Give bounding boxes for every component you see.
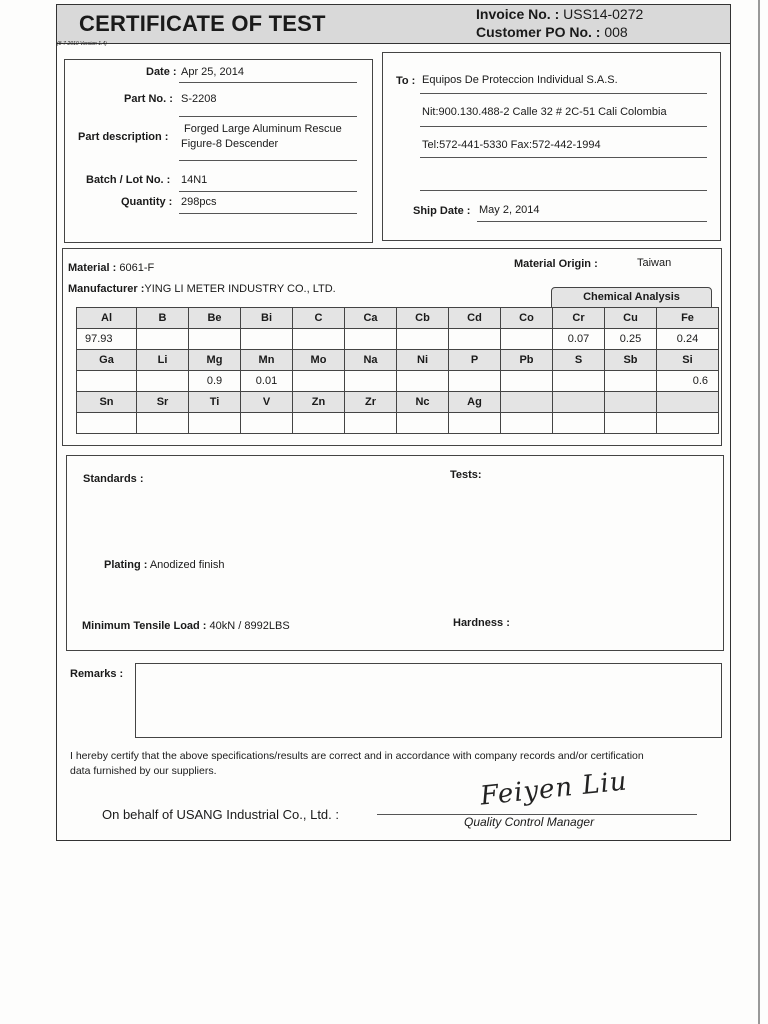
plating-value: Anodized finish (149, 559, 225, 571)
element-header: Ti (189, 392, 241, 413)
tensile-label: Minimum Tensile Load : (82, 620, 207, 632)
standards-label: Standards : (83, 473, 144, 485)
to-label: To : (396, 75, 416, 87)
element-value (241, 413, 293, 434)
element-value (657, 413, 719, 434)
element-header: C (293, 308, 345, 329)
table-row (77, 329, 719, 350)
element-value (501, 329, 553, 350)
element-value (189, 413, 241, 434)
hardness-label: Hardness : (453, 617, 510, 629)
material-value: 6061-F (119, 262, 155, 274)
date-value: Apr 25, 2014 (181, 66, 244, 78)
element-header: Cu (605, 308, 657, 329)
element-header: P (449, 350, 501, 371)
po-value: 008 (604, 24, 628, 40)
origin-label: Material Origin : (514, 258, 598, 270)
scan-edge (758, 0, 768, 1024)
batch-line (179, 191, 357, 192)
tests-label: Tests: (450, 469, 482, 481)
element-value (345, 329, 397, 350)
element-header: Li (137, 350, 189, 371)
element-header (605, 392, 657, 413)
table-row (77, 371, 719, 392)
element-header: Cb (397, 308, 449, 329)
element-header: Si (657, 350, 719, 371)
element-value (189, 329, 241, 350)
element-value (501, 413, 553, 434)
page-title: CERTIFICATE OF TEST (79, 11, 326, 36)
element-header: Pb (501, 350, 553, 371)
manufacturer-label: Manufacturer : (68, 283, 145, 295)
element-value (553, 371, 605, 392)
invoice-label: Invoice No. : (476, 6, 560, 22)
element-value (553, 413, 605, 434)
partno-line (179, 116, 357, 117)
element-header (501, 392, 553, 413)
element-value (345, 371, 397, 392)
plating-label: Plating : (104, 559, 148, 571)
material-label: Material : (68, 262, 117, 274)
invoice-block (476, 5, 706, 41)
element-value (293, 413, 345, 434)
version-note: (8-7-2010 Version 1.4) (57, 41, 107, 47)
element-value: 97.93 (77, 329, 137, 350)
element-value: 0.9 (189, 371, 241, 392)
to-line3: Tel:572-441-5330 Fax:572-442-1994 (422, 139, 601, 151)
element-value (241, 329, 293, 350)
to-line3-rule (420, 157, 707, 158)
manufacturer-field (68, 283, 336, 295)
part-info-box (64, 59, 373, 243)
element-header: Al (77, 308, 137, 329)
element-value (449, 329, 501, 350)
batch-value: 14N1 (181, 174, 208, 186)
ship-date-value: May 2, 2014 (479, 204, 540, 216)
element-header: Zn (293, 392, 345, 413)
date-line (179, 82, 357, 83)
table-row (77, 308, 719, 329)
element-value (397, 329, 449, 350)
to-line2: Nit:900.130.488-2 Calle 32 # 2C-51 Cali Colombia (422, 106, 667, 118)
qc-manager-label: Quality Control Manager (464, 815, 595, 829)
partno-value: S-2208 (181, 93, 217, 105)
element-value (345, 413, 397, 434)
material-field (68, 262, 154, 274)
element-header: Mo (293, 350, 345, 371)
desc-label: Part description : (78, 131, 169, 143)
element-value (137, 413, 189, 434)
to-line2-rule (420, 126, 707, 127)
element-value (449, 371, 501, 392)
tensile-value: 40kN / 8992LBS (209, 620, 290, 632)
po-label: Customer PO No. : (476, 24, 601, 40)
element-header: Ga (77, 350, 137, 371)
element-header: Ni (397, 350, 449, 371)
element-value: 0.07 (553, 329, 605, 350)
element-header: Na (345, 350, 397, 371)
desc-line2: Figure-8 Descender (181, 138, 279, 150)
element-value (605, 371, 657, 392)
behalf-text: On behalf of USANG Industrial Co., Ltd. : (102, 807, 340, 822)
manufacturer-value: YING LI METER INDUSTRY CO., LTD. (144, 283, 336, 295)
origin-value: Taiwan (637, 257, 672, 269)
element-header: Zr (345, 392, 397, 413)
statement-line1: I hereby certify that the above specifications/results are correct and in accordance with company records and/or certification (70, 750, 644, 762)
date-label: Date : (146, 66, 177, 78)
element-value (137, 371, 189, 392)
chemical-analysis-table (76, 307, 719, 434)
desc-line1: Forged Large Aluminum Rescue (184, 123, 342, 135)
desc-line (179, 160, 357, 161)
ship-date-line (477, 221, 707, 222)
signature: Feiyen Liu (478, 766, 629, 812)
to-line4-rule (420, 190, 707, 191)
plating-field (104, 559, 224, 571)
element-value (605, 413, 657, 434)
element-header (657, 392, 719, 413)
table-row (77, 350, 719, 371)
element-value: 0.24 (657, 329, 719, 350)
to-line1: Equipos De Proteccion Individual S.A.S. (422, 74, 618, 86)
element-header: Sr (137, 392, 189, 413)
partno-label: Part No. : (124, 93, 173, 105)
element-value (449, 413, 501, 434)
element-value (501, 371, 553, 392)
element-value: 0.01 (241, 371, 293, 392)
element-header: Fe (657, 308, 719, 329)
table-row (77, 413, 719, 434)
element-value (397, 413, 449, 434)
element-header: Cr (553, 308, 605, 329)
chemical-analysis-header: Chemical Analysis (551, 287, 712, 308)
element-value (397, 371, 449, 392)
element-header: Sn (77, 392, 137, 413)
element-header: Ca (345, 308, 397, 329)
element-header: S (553, 350, 605, 371)
element-value (137, 329, 189, 350)
remarks-label: Remarks : (70, 668, 124, 680)
batch-label: Batch / Lot No. : (86, 174, 171, 186)
element-header (553, 392, 605, 413)
to-line1-rule (420, 93, 707, 94)
ship-date-label: Ship Date : (413, 205, 471, 217)
element-value: 0.25 (605, 329, 657, 350)
element-header: Ag (449, 392, 501, 413)
element-value (293, 371, 345, 392)
element-header: Sb (605, 350, 657, 371)
element-header: V (241, 392, 293, 413)
element-value (77, 371, 137, 392)
element-header: B (137, 308, 189, 329)
element-header: Mn (241, 350, 293, 371)
element-value (77, 413, 137, 434)
title-bar (56, 4, 731, 47)
element-header: Mg (189, 350, 241, 371)
element-header: Nc (397, 392, 449, 413)
element-header: Be (189, 308, 241, 329)
statement-line2: data furnished by our suppliers. (70, 765, 217, 777)
qty-line (179, 213, 357, 214)
invoice-value: USS14-0272 (563, 6, 644, 22)
element-header: Co (501, 308, 553, 329)
tensile-field (82, 620, 290, 632)
element-header: Cd (449, 308, 501, 329)
qty-value: 298pcs (181, 196, 217, 208)
remarks-box (135, 663, 722, 738)
table-row (77, 392, 719, 413)
element-header: Bi (241, 308, 293, 329)
qty-label: Quantity : (121, 196, 173, 208)
element-value: 0.6 (657, 371, 719, 392)
element-value (293, 329, 345, 350)
